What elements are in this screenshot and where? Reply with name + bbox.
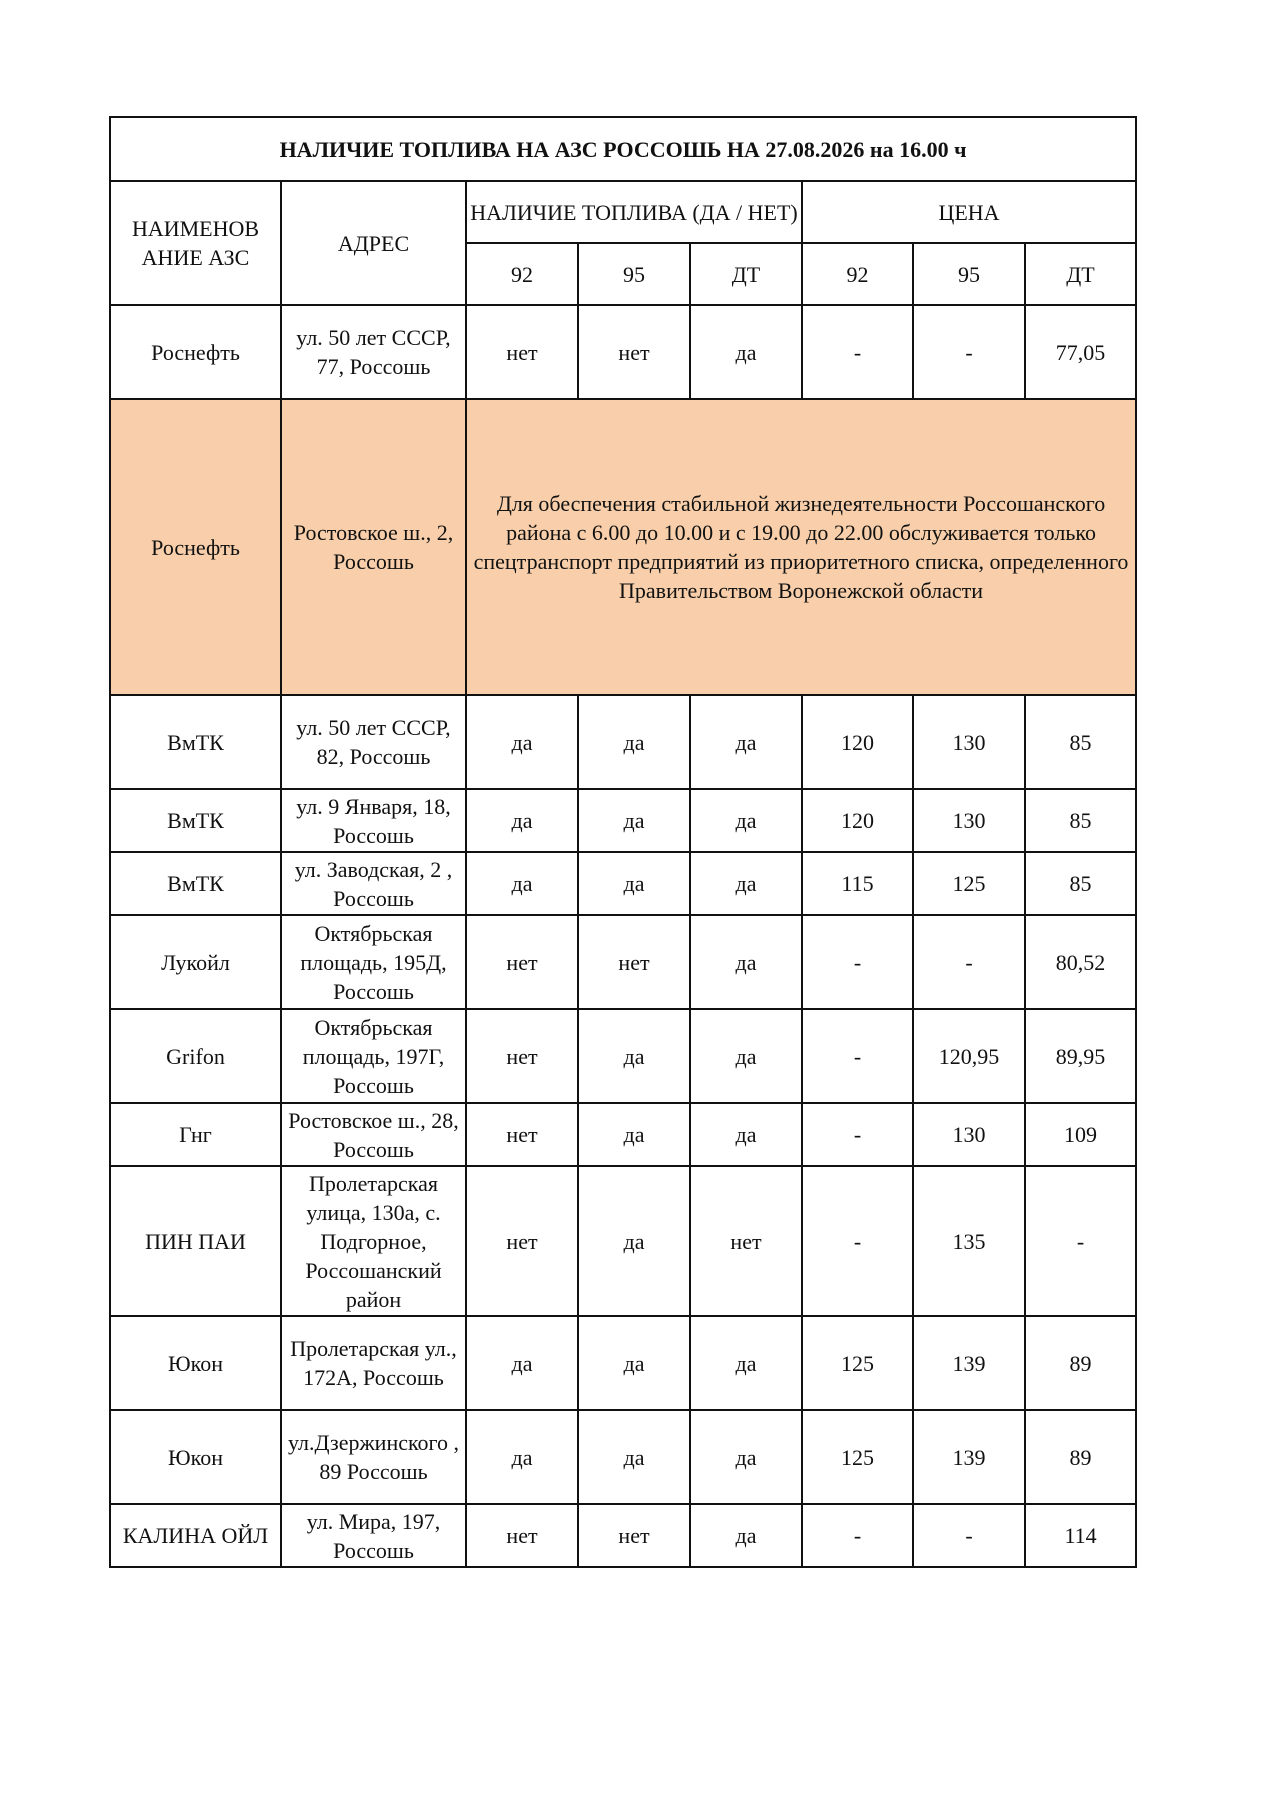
avail-92: нет xyxy=(466,305,578,399)
header-price-92: 92 xyxy=(802,243,913,305)
avail-95: нет xyxy=(578,915,690,1009)
avail-92: нет xyxy=(466,1103,578,1166)
price-95: 130 xyxy=(913,695,1025,789)
station-address: Пролетарская ул., 172А, Россошь xyxy=(281,1316,466,1410)
station-address: ул. Мира, 197, Россошь xyxy=(281,1504,466,1567)
price-95: - xyxy=(913,305,1025,399)
avail-92: нет xyxy=(466,915,578,1009)
avail-dt: да xyxy=(690,915,802,1009)
avail-92: да xyxy=(466,852,578,915)
fuel-availability-table xyxy=(109,116,1137,1568)
station-address: Октябрьская площадь, 197Г, Россошь xyxy=(281,1009,466,1103)
header-row-1 xyxy=(110,181,1136,243)
avail-dt: да xyxy=(690,305,802,399)
table-row xyxy=(110,1166,1136,1316)
header-price-95: 95 xyxy=(913,243,1025,305)
avail-95: да xyxy=(578,1009,690,1103)
price-92: 125 xyxy=(802,1410,913,1504)
avail-dt: да xyxy=(690,852,802,915)
header-availability-95: 95 xyxy=(578,243,690,305)
station-address: ул. 9 Января, 18, Россошь xyxy=(281,789,466,852)
avail-92: да xyxy=(466,789,578,852)
avail-dt: да xyxy=(690,695,802,789)
header-price-dt: ДТ xyxy=(1025,243,1136,305)
avail-92: нет xyxy=(466,1166,578,1316)
station-name: Роснефть xyxy=(110,305,281,399)
price-95: 139 xyxy=(913,1410,1025,1504)
price-dt: - xyxy=(1025,1166,1136,1316)
price-92: 120 xyxy=(802,695,913,789)
price-92: - xyxy=(802,1504,913,1567)
avail-95: да xyxy=(578,1166,690,1316)
avail-92: да xyxy=(466,1316,578,1410)
station-address: Октябрьская площадь, 195Д, Россошь xyxy=(281,915,466,1009)
price-95: - xyxy=(913,915,1025,1009)
avail-dt: да xyxy=(690,1103,802,1166)
price-92: - xyxy=(802,1166,913,1316)
header-price: ЦЕНА xyxy=(802,181,1136,243)
price-95: 139 xyxy=(913,1316,1025,1410)
table-row xyxy=(110,1504,1136,1567)
header-station-name: НАИМЕНОВ АНИЕ АЗС xyxy=(110,181,281,305)
price-dt: 109 xyxy=(1025,1103,1136,1166)
station-address: ул. Заводская, 2 , Россошь xyxy=(281,852,466,915)
table-title: НАЛИЧИЕ ТОПЛИВА НА АЗС РОССОШЬ НА 27.08.2026 на 16.00 ч xyxy=(110,117,1136,181)
price-dt: 89 xyxy=(1025,1316,1136,1410)
avail-95: да xyxy=(578,1316,690,1410)
price-dt: 114 xyxy=(1025,1504,1136,1567)
station-address: ул.Дзержинского , 89 Россошь xyxy=(281,1410,466,1504)
price-92: - xyxy=(802,1009,913,1103)
avail-dt: да xyxy=(690,1410,802,1504)
title-row xyxy=(110,117,1136,181)
price-95: - xyxy=(913,1504,1025,1567)
price-95: 135 xyxy=(913,1166,1025,1316)
table-row xyxy=(110,1009,1136,1103)
price-92: 120 xyxy=(802,789,913,852)
price-dt: 85 xyxy=(1025,852,1136,915)
avail-dt: нет xyxy=(690,1166,802,1316)
price-95: 120,95 xyxy=(913,1009,1025,1103)
price-92: - xyxy=(802,1103,913,1166)
station-name: Юкон xyxy=(110,1316,281,1410)
station-name: Роснефть xyxy=(110,399,281,695)
avail-92: нет xyxy=(466,1009,578,1103)
price-95: 125 xyxy=(913,852,1025,915)
price-95: 130 xyxy=(913,789,1025,852)
station-name: ПИН ПАИ xyxy=(110,1166,281,1316)
table-row xyxy=(110,915,1136,1009)
header-availability-92: 92 xyxy=(466,243,578,305)
avail-95: да xyxy=(578,852,690,915)
station-address: ул. 50 лет СССР, 82, Россошь xyxy=(281,695,466,789)
table-row xyxy=(110,1410,1136,1504)
station-address: Ростовское ш., 28, Россошь xyxy=(281,1103,466,1166)
station-name: ВмТК xyxy=(110,695,281,789)
header-availability: НАЛИЧИЕ ТОПЛИВА (ДА / НЕТ) xyxy=(466,181,802,243)
table-row xyxy=(110,1103,1136,1166)
price-92: 125 xyxy=(802,1316,913,1410)
station-address: Пролетарская улица, 130а, с. Подгорное, Россошанский район xyxy=(281,1166,466,1316)
station-name: КАЛИНА ОЙЛ xyxy=(110,1504,281,1567)
price-92: - xyxy=(802,305,913,399)
avail-dt: да xyxy=(690,1316,802,1410)
price-95: 130 xyxy=(913,1103,1025,1166)
price-dt: 77,05 xyxy=(1025,305,1136,399)
price-92: - xyxy=(802,915,913,1009)
station-address: Ростовское ш., 2, Россошь xyxy=(281,399,466,695)
price-dt: 89,95 xyxy=(1025,1009,1136,1103)
avail-95: да xyxy=(578,1103,690,1166)
avail-95: да xyxy=(578,1410,690,1504)
table-row xyxy=(110,1316,1136,1410)
station-name: ВмТК xyxy=(110,852,281,915)
station-name: Grifon xyxy=(110,1009,281,1103)
price-dt: 89 xyxy=(1025,1410,1136,1504)
station-name: Гнг xyxy=(110,1103,281,1166)
station-name: Юкон xyxy=(110,1410,281,1504)
avail-95: да xyxy=(578,695,690,789)
avail-dt: да xyxy=(690,1504,802,1567)
avail-95: нет xyxy=(578,1504,690,1567)
avail-dt: да xyxy=(690,1009,802,1103)
header-availability-dt: ДТ xyxy=(690,243,802,305)
avail-92: да xyxy=(466,1410,578,1504)
avail-92: нет xyxy=(466,1504,578,1567)
header-address: АДРЕС xyxy=(281,181,466,305)
station-address: ул. 50 лет СССР, 77, Россошь xyxy=(281,305,466,399)
notice-row xyxy=(110,399,1136,695)
table-row xyxy=(110,305,1136,399)
avail-dt: да xyxy=(690,789,802,852)
price-dt: 85 xyxy=(1025,695,1136,789)
station-name: ВмТК xyxy=(110,789,281,852)
table-row xyxy=(110,852,1136,915)
price-dt: 80,52 xyxy=(1025,915,1136,1009)
avail-95: да xyxy=(578,789,690,852)
price-92: 115 xyxy=(802,852,913,915)
table-row xyxy=(110,789,1136,852)
station-name: Лукойл xyxy=(110,915,281,1009)
avail-92: да xyxy=(466,695,578,789)
price-dt: 85 xyxy=(1025,789,1136,852)
avail-95: нет xyxy=(578,305,690,399)
table-row xyxy=(110,695,1136,789)
service-restriction-notice: Для обеспечения стабильной жизнедеятельности Россошанского района с 6.00 до 10.00 и с 19.00 до 22.00 обслуживается только спецтранспорт предприятий из приоритетного списка, определенного Правительством Воронежской области xyxy=(466,399,1136,695)
